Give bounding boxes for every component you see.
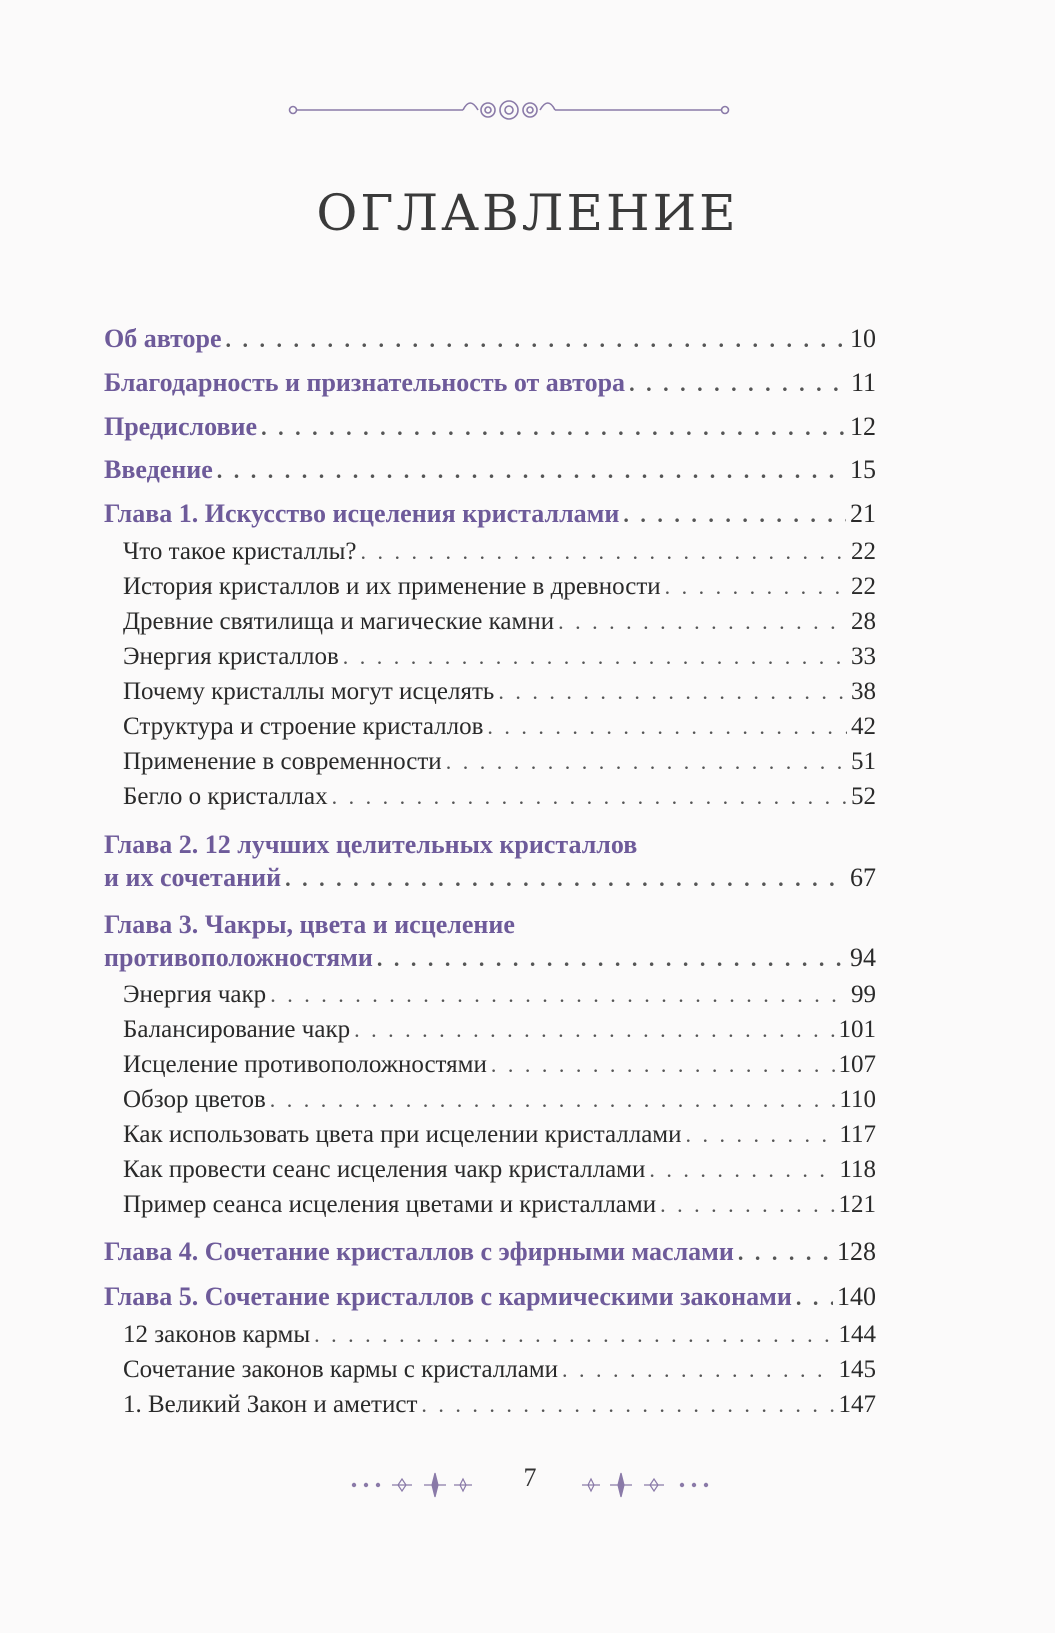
leader-dots (270, 978, 847, 1012)
toc-entry-section[interactable] (123, 640, 876, 674)
toc-entry-page: 12 (850, 412, 876, 441)
toc-entry-page: 38 (851, 678, 876, 705)
toc-entry-label: Глава 5. Сочетание кристаллов с кармическими законами (104, 1282, 792, 1311)
toc-entry-section[interactable] (123, 605, 876, 639)
toc-entry-label: Глава 4. Сочетание кристаллов с эфирными маслами (104, 1237, 734, 1266)
leader-dots (446, 745, 847, 779)
leader-dots (314, 1318, 834, 1352)
toc-entry-label: Почему кристаллы могут исцелять (123, 678, 495, 705)
leader-dots (558, 605, 847, 639)
toc-entry-page: 67 (850, 863, 876, 892)
toc-entry-page: 117 (839, 1121, 876, 1148)
toc-entry-label: 1. Великий Закон и аметист (123, 1391, 418, 1418)
toc-entry-page: 118 (839, 1156, 876, 1183)
toc-entry-label: Предисловие (104, 412, 258, 441)
toc-entry-page: 42 (851, 713, 876, 740)
leader-dots (226, 323, 846, 357)
toc-entry-label: Энергия кристаллов (123, 643, 339, 670)
leader-dots (217, 454, 846, 488)
page-footer (340, 1455, 720, 1505)
toc-entry-section[interactable] (123, 745, 876, 779)
toc-entry-page: 15 (850, 455, 876, 484)
toc-entry-label: Древние святилища и магические камни (123, 608, 555, 635)
toc-entry-label: Балансирование чакр (123, 1016, 351, 1043)
toc-entry-label: 12 законов кармы (123, 1321, 311, 1348)
leader-dots (738, 1236, 833, 1270)
toc-entry-chapter[interactable] (104, 497, 876, 531)
toc-entry-chapter[interactable] (104, 1235, 876, 1269)
leader-dots (629, 367, 847, 401)
toc-entry-section[interactable] (123, 1083, 876, 1117)
toc-entry-section[interactable] (123, 780, 876, 814)
toc-entry-section[interactable] (123, 978, 876, 1012)
leader-dots (360, 535, 847, 569)
leader-dots (487, 710, 847, 744)
leader-dots (665, 570, 847, 604)
toc-entry-chapter[interactable] (104, 410, 876, 444)
toc-entry-section[interactable] (123, 1318, 876, 1352)
toc-entry-section[interactable] (123, 1353, 876, 1387)
toc-entry-page: 110 (839, 1086, 876, 1113)
leader-dots (686, 1118, 836, 1152)
toc-entry-section[interactable] (123, 1118, 876, 1152)
toc-entry-label: Энергия чакр (123, 981, 267, 1008)
leader-dots (270, 1083, 836, 1117)
toc-entry-page: 99 (851, 981, 876, 1008)
toc-entry-label: Как провести сеанс исцеления чакр кристаллами (123, 1156, 646, 1183)
toc-entry-chapter[interactable] (104, 861, 876, 895)
toc-entry-page: 51 (851, 748, 876, 775)
toc-entry-page: 11 (850, 368, 876, 397)
toc-entry-label: Обзор цветов (123, 1086, 266, 1113)
toc-entry-label: Применение в современности (123, 748, 442, 775)
toc-entry-page: 128 (837, 1237, 876, 1266)
toc-entry-page: 28 (851, 608, 876, 635)
toc-entry-label: Глава 1. Искусство исцеления кристаллами (104, 499, 620, 528)
toc-entry-page: 21 (850, 499, 876, 528)
toc-entry-page: 144 (838, 1321, 876, 1348)
toc-entry-page: 145 (838, 1356, 876, 1383)
toc-entry-label: Сочетание законов кармы с кристаллами (123, 1356, 559, 1383)
toc-entry-label: История кристаллов и их применение в древности (123, 573, 661, 600)
leader-dots (377, 942, 846, 976)
toc-entry-label: противоположностями (104, 943, 373, 972)
toc-entry-page: 52 (851, 783, 876, 810)
leader-dots (623, 498, 846, 532)
toc-entry-label: Об авторе (104, 324, 222, 353)
toc-entry-label: Пример сеанса исцеления цветами и кристаллами (123, 1191, 657, 1218)
leader-dots (343, 640, 847, 674)
toc-entry-page: 94 (850, 943, 876, 972)
toc-entry-chapter[interactable] (104, 322, 876, 356)
leader-dots (261, 411, 846, 445)
page-title: ОГЛАВЛЕНИЕ (316, 183, 739, 242)
toc-entry-chapter[interactable] (104, 366, 876, 400)
leader-dots (421, 1388, 834, 1422)
leader-dots (498, 675, 847, 709)
toc-entry-section[interactable] (123, 710, 876, 744)
toc-entry-label: Что такое кристаллы? (123, 538, 357, 565)
toc-entry-section[interactable] (123, 675, 876, 709)
toc-entry-section[interactable] (123, 1048, 876, 1082)
toc-entry-page: 10 (850, 324, 876, 353)
toc-entry-label: Благодарность и признательность от автора (104, 368, 626, 397)
leader-dots (354, 1013, 834, 1047)
toc-entry-section[interactable] (123, 535, 876, 569)
toc-entry-section[interactable] (123, 1153, 876, 1187)
toc-entry-label: Как использовать цвета при исцелении кристаллами (123, 1121, 682, 1148)
leader-dots (491, 1048, 835, 1082)
toc-entry-section[interactable] (123, 1388, 876, 1422)
toc-entry-page: 107 (838, 1051, 876, 1078)
toc-entry-page: 22 (851, 538, 876, 565)
page-number: 7 (523, 1463, 537, 1492)
toc-entry-page: 147 (838, 1391, 876, 1418)
toc-entry-label: Исцеление противоположностями (123, 1051, 487, 1078)
toc-entry-label: и их сочетаний (104, 863, 282, 892)
toc-entry-page: 140 (837, 1282, 876, 1311)
leader-dots (796, 1281, 833, 1315)
toc-entry-label: Бегло о кристаллах (123, 783, 328, 810)
toc-entry-page: 121 (838, 1191, 876, 1218)
toc-entry-chapter[interactable] (104, 1280, 876, 1314)
toc-entry-chapter[interactable] (104, 453, 876, 487)
toc-entry-page: 101 (838, 1016, 876, 1043)
toc-entry-label: Введение (104, 455, 213, 484)
toc-entry-label: Структура и строение кристаллов (123, 713, 484, 740)
leader-dots (649, 1153, 835, 1187)
toc-entry-page: 33 (851, 643, 876, 670)
toc-entry-section[interactable] (123, 1188, 876, 1222)
leader-dots (562, 1353, 834, 1387)
leader-dots (285, 862, 846, 896)
toc-entry-section[interactable] (123, 570, 876, 604)
toc-entry-label-line1[interactable]: Глава 2. 12 лучших целительных кристаллов (104, 830, 638, 859)
toc-entry-section[interactable] (123, 1013, 876, 1047)
toc-entry-label-line1[interactable]: Глава 3. Чакры, цвета и исцеление (104, 910, 515, 939)
leader-dots (660, 1188, 834, 1222)
top-ornament (288, 92, 730, 132)
toc-entry-chapter[interactable] (104, 941, 876, 975)
leader-dots (332, 780, 847, 814)
toc-entry-page: 22 (851, 573, 876, 600)
